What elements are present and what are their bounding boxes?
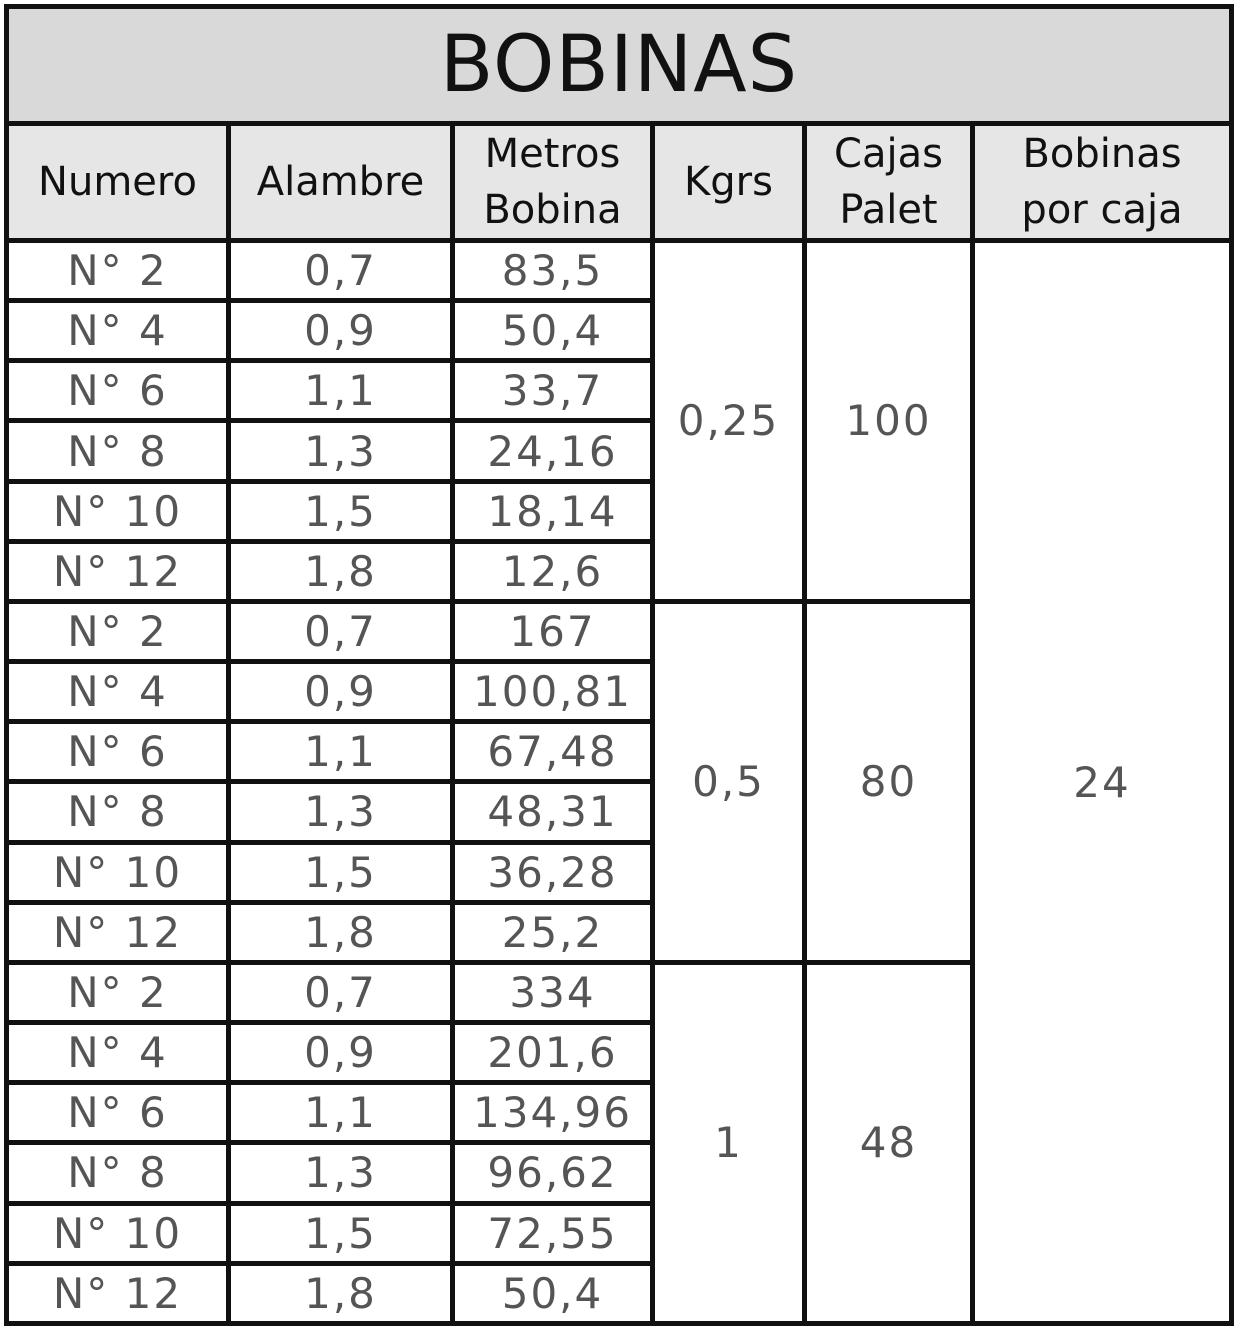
cell-kgrs: 1: [653, 962, 805, 1323]
cell-metros-bobina: 33,7: [453, 361, 653, 421]
header-kgrs: [653, 124, 805, 241]
cell-metros-bobina: 12,6: [453, 541, 653, 601]
cell-numero: N° 6: [7, 1083, 229, 1143]
cell-alambre: 0,7: [229, 601, 453, 661]
header-alambre-label: Alambre: [256, 159, 425, 205]
cell-alambre: 0,7: [229, 962, 453, 1022]
table-body: [7, 241, 1232, 1324]
cell-numero: N° 10: [7, 842, 229, 902]
cell-metros-bobina: 18,14: [453, 481, 653, 541]
cell-alambre: 1,1: [229, 361, 453, 421]
cell-alambre: 0,7: [229, 241, 453, 301]
cell-metros-bobina: 50,4: [453, 1263, 653, 1323]
cell-alambre: 1,5: [229, 481, 453, 541]
cell-kgrs: 0,5: [653, 601, 805, 962]
cell-metros-bobina: 72,55: [453, 1203, 653, 1263]
cell-numero: N° 8: [7, 1143, 229, 1203]
cell-cajas-palet: 80: [805, 601, 973, 962]
cell-metros-bobina: 201,6: [453, 1023, 653, 1083]
table-row: [7, 241, 1232, 301]
cell-numero: N° 4: [7, 662, 229, 722]
cell-cajas-palet: 48: [805, 962, 973, 1323]
cell-alambre: 1,5: [229, 1203, 453, 1263]
cell-alambre: 1,1: [229, 722, 453, 782]
cell-alambre: 1,8: [229, 541, 453, 601]
cell-metros-bobina: 134,96: [453, 1083, 653, 1143]
cell-alambre: 0,9: [229, 1023, 453, 1083]
cell-kgrs: 0,25: [653, 241, 805, 602]
cell-numero: N° 4: [7, 1023, 229, 1083]
header-numero: [7, 124, 229, 241]
cell-numero: N° 10: [7, 1203, 229, 1263]
cell-alambre: 1,3: [229, 421, 453, 481]
cell-numero: N° 8: [7, 782, 229, 842]
cell-metros-bobina: 334: [453, 962, 653, 1022]
cell-numero: N° 12: [7, 902, 229, 962]
cell-alambre: 1,8: [229, 902, 453, 962]
cell-numero: N° 2: [7, 241, 229, 301]
cell-metros-bobina: 67,48: [453, 722, 653, 782]
cell-alambre: 1,5: [229, 842, 453, 902]
header-numero-label: Numero: [38, 159, 197, 205]
title-row: [7, 7, 1232, 124]
header-metros-bobina: [453, 124, 653, 241]
header-metros-line2: Bobina: [483, 187, 622, 233]
cell-numero: N° 6: [7, 722, 229, 782]
cell-numero: N° 6: [7, 361, 229, 421]
cell-metros-bobina: 167: [453, 601, 653, 661]
cell-numero: N° 8: [7, 421, 229, 481]
cell-alambre: 1,3: [229, 1143, 453, 1203]
cell-metros-bobina: 83,5: [453, 241, 653, 301]
header-row: [7, 124, 1232, 241]
header-bobinas-line1: Bobinas: [1022, 131, 1182, 177]
header-cajas-line1: Cajas: [834, 131, 943, 177]
header-metros-line1: Metros: [484, 131, 621, 177]
cell-bobinas-por-caja: 24: [973, 241, 1232, 1324]
bobinas-table-container: [4, 4, 1229, 1326]
cell-metros-bobina: 25,2: [453, 902, 653, 962]
table-title: BOBINAS: [7, 7, 1232, 124]
cell-metros-bobina: 36,28: [453, 842, 653, 902]
bobinas-table: [4, 4, 1234, 1326]
cell-numero: N° 12: [7, 541, 229, 601]
cell-numero: N° 10: [7, 481, 229, 541]
cell-metros-bobina: 50,4: [453, 301, 653, 361]
cell-metros-bobina: 24,16: [453, 421, 653, 481]
header-bobinas-line2: por caja: [1021, 187, 1183, 233]
cell-numero: N° 4: [7, 301, 229, 361]
cell-numero: N° 2: [7, 962, 229, 1022]
cell-metros-bobina: 100,81: [453, 662, 653, 722]
header-cajas-line2: Palet: [839, 187, 938, 233]
cell-alambre: 1,8: [229, 1263, 453, 1323]
cell-cajas-palet: 100: [805, 241, 973, 602]
header-bobinas-por-caja: [973, 124, 1232, 241]
cell-alambre: 1,1: [229, 1083, 453, 1143]
cell-numero: N° 2: [7, 601, 229, 661]
cell-numero: N° 12: [7, 1263, 229, 1323]
cell-alambre: 0,9: [229, 301, 453, 361]
header-alambre: [229, 124, 453, 241]
header-cajas-palet: [805, 124, 973, 241]
cell-alambre: 1,3: [229, 782, 453, 842]
cell-metros-bobina: 48,31: [453, 782, 653, 842]
header-kgrs-label: Kgrs: [684, 159, 773, 205]
cell-metros-bobina: 96,62: [453, 1143, 653, 1203]
cell-alambre: 0,9: [229, 662, 453, 722]
